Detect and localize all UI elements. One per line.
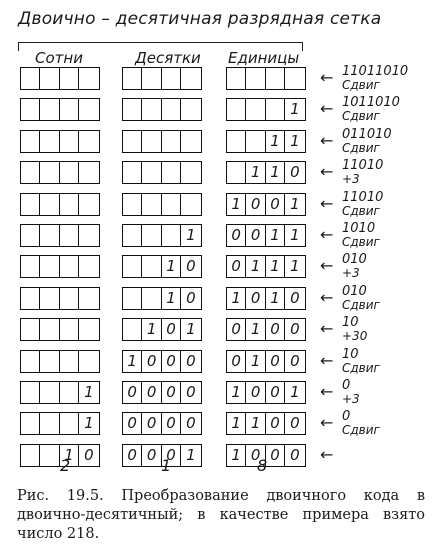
register-hundreds xyxy=(20,318,100,341)
bit-cell: 1 xyxy=(266,225,285,246)
bit-cell xyxy=(40,351,59,372)
bit-cell xyxy=(181,194,200,215)
register-row xyxy=(0,252,435,281)
bit-cell: 0 xyxy=(290,414,300,433)
bit-cell: 0 xyxy=(246,194,265,215)
bit-cell xyxy=(79,351,98,372)
operation-label: +3 xyxy=(342,266,360,281)
left-arrow-icon: ← xyxy=(320,256,334,276)
operation-label: Сдвиг xyxy=(342,423,380,438)
bit-cell xyxy=(123,162,142,183)
bit-cell xyxy=(40,382,59,403)
bit-cell: 0 xyxy=(186,351,196,370)
register-row xyxy=(0,126,435,155)
bit-cell: 0 xyxy=(162,413,181,434)
bit-cell xyxy=(142,162,161,183)
bit-cell xyxy=(246,68,265,89)
register-units xyxy=(226,161,306,184)
left-arrow-icon: ← xyxy=(320,287,334,307)
bit-cell: 0 xyxy=(227,256,246,277)
remaining-binary-value: 011010 xyxy=(342,126,392,142)
bit-cell: 1 xyxy=(227,194,246,215)
operation-label: Сдвиг xyxy=(342,297,380,312)
remaining-binary-value: 0 xyxy=(342,409,351,425)
bit-cell: 1 xyxy=(186,320,196,339)
header-units: Единицы xyxy=(228,49,300,67)
left-arrow-icon: ← xyxy=(320,130,334,150)
bit-cell: 0 xyxy=(186,383,196,401)
bit-cell xyxy=(40,99,59,120)
register-tens xyxy=(122,255,202,278)
bit-cell xyxy=(246,99,265,120)
bit-cell xyxy=(60,288,79,309)
bit-cell xyxy=(60,194,79,215)
register-units xyxy=(226,381,306,404)
bit-cell xyxy=(142,99,161,120)
bit-cell: 1 xyxy=(246,351,265,372)
bit-cell xyxy=(40,131,59,152)
register-row xyxy=(0,221,435,249)
bit-cell xyxy=(123,288,142,309)
bit-cell: 1 xyxy=(290,100,300,119)
bit-cell xyxy=(181,162,200,183)
remaining-binary-value: 1010 xyxy=(342,221,376,236)
register-row xyxy=(0,64,435,92)
bit-cell xyxy=(79,288,98,309)
bit-cell: 1 xyxy=(162,288,181,309)
operation-label: Сдвиг xyxy=(342,140,380,155)
bit-cell xyxy=(123,131,142,152)
figure-caption: Рис. 19.5. Преобразование двоичного кода в двоично-десятичный; в качестве примера взято число 218. xyxy=(17,488,425,542)
register-hundreds xyxy=(20,193,100,216)
bit-cell: 0 xyxy=(246,382,265,403)
remaining-binary-value: 11011010 xyxy=(342,64,409,79)
bit-cell: 1 xyxy=(290,383,300,401)
register-units xyxy=(226,193,306,216)
remaining-binary-value: 10 xyxy=(342,346,359,362)
bit-cell: 0 xyxy=(227,351,246,372)
bit-cell xyxy=(123,225,142,246)
bit-cell: 1 xyxy=(290,226,300,244)
bit-cell: 0 xyxy=(290,445,300,464)
header-tens: Десятки xyxy=(135,49,201,67)
bit-cell: 0 xyxy=(186,257,196,276)
bit-cell: 0 xyxy=(246,445,265,466)
register-units xyxy=(226,318,306,341)
result-digit-hundreds: 2 xyxy=(60,456,71,475)
bit-cell xyxy=(21,256,40,277)
bit-cell xyxy=(227,162,246,183)
register-units xyxy=(226,350,306,373)
register-tens xyxy=(122,224,202,247)
operation-label: +30 xyxy=(342,329,368,344)
register-hundreds xyxy=(20,161,100,184)
bit-cell: 0 xyxy=(123,445,142,466)
bit-cell xyxy=(60,131,79,152)
remaining-binary-value: 010 xyxy=(342,283,367,299)
bit-cell xyxy=(40,68,59,89)
register-row xyxy=(0,409,435,438)
bit-cell: 0 xyxy=(162,351,181,372)
bit-cell xyxy=(21,288,40,309)
register-row xyxy=(0,378,435,406)
bit-cell xyxy=(21,445,40,466)
bit-cell xyxy=(181,68,200,89)
bit-cell: 0 xyxy=(123,382,142,403)
register-tens xyxy=(122,161,202,184)
register-hundreds xyxy=(20,350,100,373)
register-hundreds xyxy=(20,287,100,310)
bit-cell: 0 xyxy=(186,288,196,307)
bit-cell xyxy=(79,131,98,152)
bit-cell: 0 xyxy=(266,413,285,434)
bit-cell xyxy=(40,256,59,277)
bit-cell: 1 xyxy=(84,383,94,401)
left-arrow-icon: ← xyxy=(320,68,334,87)
bit-cell: 0 xyxy=(266,319,285,340)
bit-cell xyxy=(21,413,40,434)
bit-cell xyxy=(60,319,79,340)
operation-label: +3 xyxy=(342,392,360,406)
bit-cell: 1 xyxy=(246,162,265,183)
bit-cell xyxy=(142,194,161,215)
remaining-binary-value: 11010 xyxy=(342,189,384,205)
bit-cell xyxy=(79,162,98,183)
register-hundreds xyxy=(20,67,100,90)
bit-cell xyxy=(227,99,246,120)
bit-cell: 1 xyxy=(84,414,94,433)
bit-cell: 0 xyxy=(290,288,300,307)
bit-cell: 1 xyxy=(186,226,196,244)
register-row xyxy=(0,158,435,187)
bit-cell xyxy=(60,68,79,89)
bit-cell: 1 xyxy=(246,256,265,277)
bit-cell xyxy=(227,131,246,152)
bit-cell: 1 xyxy=(227,382,246,403)
register-units xyxy=(226,98,306,121)
bit-cell: 1 xyxy=(123,351,142,372)
bit-cell: 1 xyxy=(290,257,300,276)
bit-cell xyxy=(227,68,246,89)
bit-cell xyxy=(79,99,98,120)
remaining-binary-value: 0 xyxy=(342,378,351,393)
left-arrow-icon: ← xyxy=(320,350,334,370)
bit-cell: 0 xyxy=(227,225,246,246)
bit-cell xyxy=(60,413,79,434)
bit-cell xyxy=(79,194,98,215)
bit-cell: 1 xyxy=(227,445,246,466)
bit-cell xyxy=(162,194,181,215)
bit-cell: 0 xyxy=(123,413,142,434)
bit-cell: 0 xyxy=(84,445,94,464)
register-hundreds xyxy=(20,412,100,435)
bit-cell xyxy=(142,288,161,309)
left-arrow-icon: ← xyxy=(320,382,334,401)
header-hundreds: Сотни xyxy=(35,49,83,67)
bit-cell xyxy=(162,162,181,183)
bit-cell xyxy=(285,68,304,89)
result-digit-tens: 1 xyxy=(161,456,172,475)
register-hundreds xyxy=(20,130,100,153)
register-units xyxy=(226,287,306,310)
register-units xyxy=(226,412,306,435)
bit-cell xyxy=(40,194,59,215)
bit-cell: 0 xyxy=(290,163,300,182)
bit-cell xyxy=(21,319,40,340)
bit-cell: 1 xyxy=(162,256,181,277)
bit-cell: 0 xyxy=(246,225,265,246)
bit-cell xyxy=(162,225,181,246)
bit-cell xyxy=(60,351,79,372)
remaining-binary-value: 010 xyxy=(342,252,367,268)
bit-cell: 0 xyxy=(162,319,181,340)
bit-cell xyxy=(266,68,285,89)
register-tens xyxy=(122,130,202,153)
bit-cell xyxy=(21,68,40,89)
bit-cell xyxy=(40,413,59,434)
left-arrow-icon: ← xyxy=(320,193,334,213)
bit-cell xyxy=(21,131,40,152)
bit-cell xyxy=(123,99,142,120)
register-tens xyxy=(122,287,202,310)
bit-cell xyxy=(246,131,265,152)
bit-cell xyxy=(40,162,59,183)
bit-cell: 0 xyxy=(290,351,300,370)
register-row xyxy=(0,346,435,375)
register-tens xyxy=(122,318,202,341)
bit-cell xyxy=(123,68,142,89)
bit-cell xyxy=(21,351,40,372)
register-tens xyxy=(122,381,202,404)
register-hundreds xyxy=(20,255,100,278)
bit-cell xyxy=(142,256,161,277)
register-tens xyxy=(122,350,202,373)
bit-cell: 0 xyxy=(162,445,181,466)
bit-cell xyxy=(142,68,161,89)
bit-cell: 0 xyxy=(186,414,196,433)
operation-label: Сдвиг xyxy=(342,235,380,249)
bit-cell: 1 xyxy=(227,413,246,434)
bit-cell: 1 xyxy=(290,194,300,213)
bit-cell: 1 xyxy=(266,162,285,183)
bit-cell: 1 xyxy=(266,256,285,277)
bit-cell: 1 xyxy=(246,413,265,434)
register-units xyxy=(226,67,306,90)
bit-cell xyxy=(142,225,161,246)
bit-cell xyxy=(21,99,40,120)
bit-cell xyxy=(181,99,200,120)
bit-cell xyxy=(40,445,59,466)
register-tens xyxy=(122,193,202,216)
bit-cell xyxy=(142,131,161,152)
bit-cell: 0 xyxy=(266,351,285,372)
bit-cell: 1 xyxy=(266,288,285,309)
bit-cell: 1 xyxy=(290,131,300,150)
left-arrow-icon: ← xyxy=(320,413,334,433)
operation-label: Сдвиг xyxy=(342,360,380,375)
bit-cell xyxy=(181,131,200,152)
register-tens xyxy=(122,67,202,90)
bit-cell xyxy=(21,225,40,246)
bit-cell: 0 xyxy=(142,413,161,434)
bit-cell: 1 xyxy=(60,445,79,466)
bit-cell xyxy=(40,319,59,340)
bit-cell xyxy=(162,131,181,152)
bit-cell xyxy=(60,99,79,120)
bit-cell xyxy=(40,225,59,246)
register-hundreds xyxy=(20,224,100,247)
bit-cell: 0 xyxy=(227,319,246,340)
register-hundreds xyxy=(20,98,100,121)
bit-cell: 0 xyxy=(246,288,265,309)
bit-cell: 0 xyxy=(290,320,300,339)
bit-cell xyxy=(60,382,79,403)
bit-cell xyxy=(79,256,98,277)
bit-cell: 1 xyxy=(266,131,285,152)
bit-cell xyxy=(21,162,40,183)
bit-cell: 0 xyxy=(142,445,161,466)
bit-cell: 1 xyxy=(227,288,246,309)
bit-cell: 0 xyxy=(266,194,285,215)
bit-cell xyxy=(123,256,142,277)
register-row xyxy=(0,315,435,344)
bit-cell: 1 xyxy=(186,445,196,464)
bit-cell: 0 xyxy=(266,445,285,466)
bit-cell: 0 xyxy=(142,351,161,372)
remaining-binary-value: 1011010 xyxy=(342,95,400,111)
register-tens xyxy=(122,412,202,435)
bit-cell xyxy=(60,225,79,246)
bit-cell xyxy=(162,68,181,89)
bit-cell: 0 xyxy=(162,382,181,403)
remaining-binary-value: 11010 xyxy=(342,158,384,174)
register-row xyxy=(0,189,435,218)
bit-cell xyxy=(40,288,59,309)
operation-label: Сдвиг xyxy=(342,203,380,218)
register-tens xyxy=(122,98,202,121)
bit-cell xyxy=(21,194,40,215)
left-arrow-icon: ← xyxy=(320,319,334,339)
remaining-binary-value: 10 xyxy=(342,315,359,331)
operation-label: Сдвиг xyxy=(342,109,380,124)
bit-cell: 1 xyxy=(246,319,265,340)
bit-cell xyxy=(60,256,79,277)
register-row xyxy=(0,95,435,124)
bit-cell xyxy=(123,194,142,215)
left-arrow-icon: ← xyxy=(320,162,334,182)
bit-cell xyxy=(79,225,98,246)
left-arrow-icon: ← xyxy=(320,225,334,244)
left-arrow-icon: ← xyxy=(320,444,334,464)
page-title: Двоично – десятичная разрядная сетка xyxy=(18,9,382,29)
operation-label: Сдвиг xyxy=(342,78,380,92)
bit-cell xyxy=(79,68,98,89)
bit-cell xyxy=(162,99,181,120)
bit-cell xyxy=(21,382,40,403)
register-units xyxy=(226,130,306,153)
bit-cell xyxy=(266,99,285,120)
left-arrow-icon: ← xyxy=(320,99,334,119)
result-digit-units: 8 xyxy=(257,456,268,475)
register-units xyxy=(226,224,306,247)
bit-cell: 1 xyxy=(142,319,161,340)
register-units xyxy=(226,255,306,278)
bit-cell xyxy=(79,319,98,340)
register-row xyxy=(0,283,435,312)
register-hundreds xyxy=(20,381,100,404)
bit-cell: 0 xyxy=(142,382,161,403)
operation-label: +3 xyxy=(342,172,360,187)
bit-cell xyxy=(60,162,79,183)
bit-cell xyxy=(123,319,142,340)
bit-cell: 0 xyxy=(266,382,285,403)
